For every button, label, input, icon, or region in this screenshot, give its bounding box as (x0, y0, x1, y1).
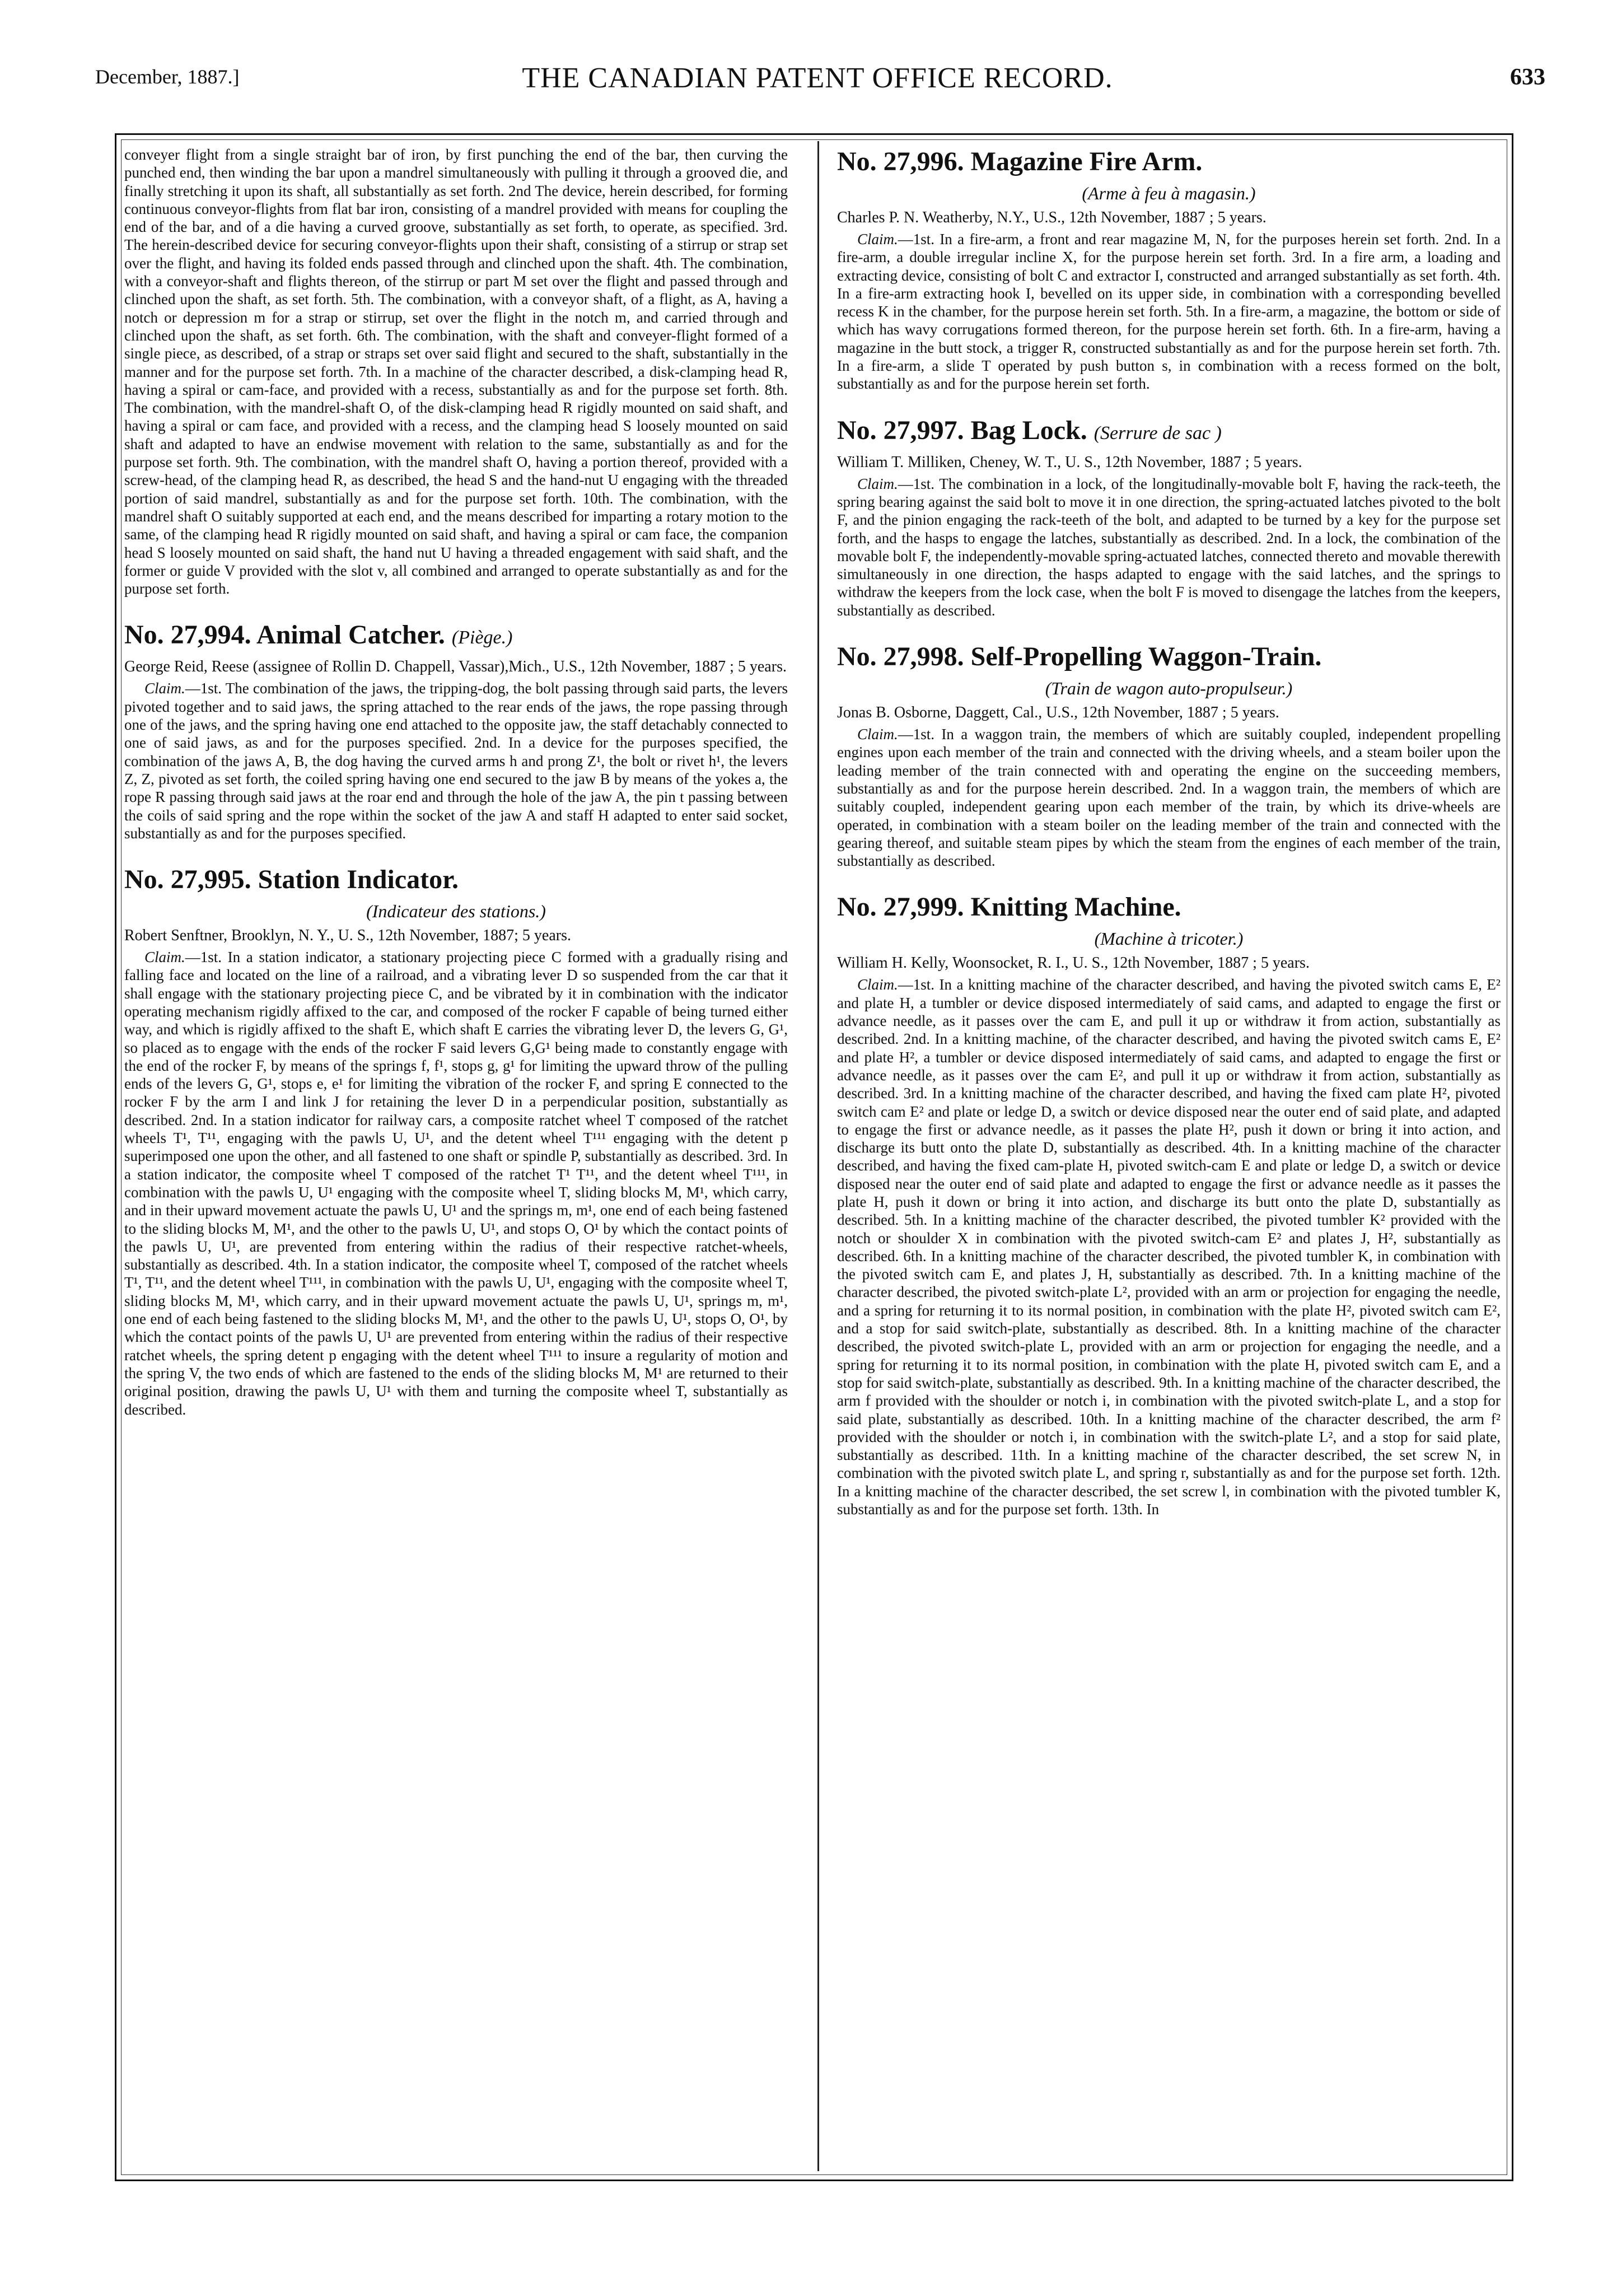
claim-text: —1st. In a knitting machine of the character described, and having the pivoted switch cams E, E² and plate H, a tumbler or device disposed intermediately of said cams, and adapted to engage the first or advance needle, as it passes over the cam E, and pull it up or withdraw it from action, substantially as described. 2nd. In a knitting machine, of the character described, and having the pivoted switch cams E, E² and plate H², a tumbler or device disposed intermediately of said cams, and adapted to engage the first or advance needle, as it passes over the cam E², and pull it up or withdraw it from action, substantially as described. 3rd. In a knitting machine of the character described, and having the fixed cam plate H², pivoted switch cam E² and plate or ledge D, a switch or device disposed near the outer end of said plate, and adapted to engage the first or advance needle, as it passes the plate H², push it down or bring it into action, and discharge its butt onto the plate D, substantially as described. 4th. In a knitting machine of the character described, and having the fixed cam-plate H, pivoted switch-cam E and plate or ledge D, a switch or device disposed near the outer end of said plate and adapted to engage the first or advance needle as it passes the plate H, push it down or bring it into action, and discharge its butt onto the plate D, substantially as described. 5th. In a knitting machine of the character described, the pivoted tumbler K² provided with the notch or shoulder X in combination with the pivoted switch-cam E² and plates J, H², substantially as described. 6th. In a knitting machine of the character described, the pivoted tumbler K, in combination with the pivoted switch cam E, and plates J, H, substantially as described. 7th. In a knitting machine of the character described, the pivoted switch-plate L², provided with an arm or projection for engaging the needle, and a spring for returning it to its normal position, in combination with the plate H², pivoted switch cam E², and a stop for said switch-plate, substantially as described. 8th. In a knitting machine of the character described, the pivoted switch-plate L, provided with an arm or projection for engaging the needle, and a spring for returning it to its normal position, in combination with the plate H, pivoted switch cam E, and a stop for said switch-plate, substantially as described. 9th. In a knitting machine of the character described, the arm f provided with the shoulder or notch i, in combination with the pivoted switch-plate L, and a stop for said plate, substantially as described. 10th. In a knitting machine of the character described, the arm f² provided with the shoulder or notch i, in combination with the switch-plate L², and a stop for said plate, substantially as described. 11th. In a knitting machine of the character described, the set screw N, in combination with the pivoted switch plate L, and spring r, substantially as and for the purpose set forth. 12th. In a knitting machine of the character described, the set screw l, in combination with the pivoted tumbler K, substantially as and for the purpose set forth. 13th. In (837, 976, 1501, 1518)
entry-title (837, 414, 1501, 450)
patent-french-name: (Machine à tricoter.) (1094, 928, 1244, 949)
entry-title (837, 146, 1501, 178)
patent-claim (837, 475, 1501, 619)
patent-inventor: William T. Milliken, Cheney, W. T., U. S., 12th November, 1887 ; 5 years. (837, 453, 1302, 471)
patent-number: No. 27,998. (837, 642, 964, 672)
claim-text: —1st. The combination of the jaws, the tripping-dog, the bolt passing through said parts, the levers pivoted together and to said jaws, the spring attached to the rear ends of the jaws, the rope passing through one of the jaws, and the spring having one end attached to the opposite jaw, the staff detachably connected to one of said jaws, as and for the purposes specified. 2nd. In a device for the purposes specified, the combination of the jaws A, B, the dog having the curved arms h and prong Z¹, the bolt or rivet h¹, the levers Z, Z, pivoted as set forth, the coiled spring having one end secured to the jaw B by means of the yokes a, the rope R passing through said jaws at the roar end and through the hole of the jaw A, the pin t passing between the coils of said spring and the rope within the socket of the jaw A and staff H adapted to enter said socket, substantially as and for the purposes specified. (124, 680, 788, 842)
patent-name: Self-Propelling Waggon-Train. (970, 642, 1322, 672)
right-column (837, 146, 1501, 2170)
patent-inventor: Charles P. N. Weatherby, N.Y., U.S., 12th November, 1887 ; 5 years. (837, 209, 1267, 226)
patent-claim (124, 948, 788, 1418)
claim-label: Claim. (857, 976, 898, 993)
patent-entry-27999 (837, 891, 1501, 1518)
header-date: December, 1887.] (95, 66, 240, 88)
patent-entry-27997 (837, 414, 1501, 619)
continued-claim-text: conveyer flight from a single straight bar of iron, by first punching the end of the bar, then curving the punched end, then winding the bar upon a mandrel simultaneously with pulling it through a grooved die, and finally stretching it upon its shaft, all substantially as set forth. 2nd The device, herein described, for forming continuous conveyor-flights from flat bar iron, consisting of a mandrel provided with means for coupling the end of the bar, and of a die having a curved groove, substantially as set forth, to operate, as specified. 3rd. The herein-described device for securing conveyor-flights upon their shaft, consisting of a stirrup or strap set over the flight, and having its folded ends passed through and clinched upon the shaft. 4th. The combination, with a conveyor-shaft and flights thereon, of the stirrup or part M set over the flight and passed through and clinched upon the shaft, as set forth. 5th. The combination, with a conveyor shaft, of a flight, as A, having a notch or depression m for a strap or stirrup, set over the flight in the notch m, and carried through and clinched upon the shaft, as set forth. 6th. The combination, with the shaft and conveyer-flight formed of a single piece, as described, of a strap or straps set over said flight and secured to the shaft, substantially in the manner and for the purpose set forth. 7th. In a machine of the character described, a disk-clamping head R, having a spiral or cam-face, and provided with a recess, substantially as and for the purpose set forth. 8th. The combination, with the mandrel-shaft O, of the disk-clamping head R rigidly mounted on said shaft, and having a spiral or cam face, and provided with a recess, and the clamping head S loosely mounted on said shaft and adapted to have an endwise movement with relation to the same, substantially as and for the purpose set forth. 9th. The combination, with the mandrel shaft O, having a portion thereof, provided with a screw-head, of the clamping head R, as described, the head S and the hand-nut U engaging with the threaded portion of said mandrel, substantially as and for the purpose set forth. 10th. The combination, with the mandrel shaft O suitably supported at each end, and the means described for imparting a rotary motion to the same, of the clamping head R rigidly mounted on said shaft, and having a spiral or cam face, the companion head S loosely mounted on said shaft, the hand nut U having a threaded engagement with said shaft, and the former or guide V provided with the slot v, all combined and arranged to operate substantially as and for the purpose set forth. (124, 146, 788, 598)
patent-number: No. 27,996. (837, 147, 964, 176)
patent-french-name: (Arme à feu à magasin.) (1082, 183, 1256, 203)
entry-title (124, 619, 788, 654)
claim-text: —1st. In a waggon train, the members of which are suitably coupled, independent propelling engines upon each member of the train and connected with the driving wheels, and a steam boiler upon the leading member of the train connected with and operating the engine on the succeeding members, substantially as and for the purpose herein described. 2nd. In a waggon train, the members of which are suitably coupled, independent gearing upon each member of the train, by which its drive-wheels are operated, in combination with a steam boiler on the leading member of the train and connected with the gearing thereof, and suitable steam pipes by which the steam from the engines of each member of the train, substantially as described. (837, 726, 1501, 870)
patent-french-name: (Serrure de sac ) (1093, 422, 1222, 444)
claim-label: Claim. (857, 726, 898, 743)
entry-title (124, 864, 788, 896)
patent-number: No. 27,994. (124, 620, 251, 650)
patent-inventor: Robert Senftner, Brooklyn, N. Y., U. S., 12th November, 1887; 5 years. (124, 927, 571, 945)
claim-text: —1st. In a station indicator, a stationary projecting piece C formed with a gradually rising and falling face and located on the line of a railroad, and a vibrating lever D so suspended from the car that it shall engage with the stationary projecting piece C, and be vibrated by it in combination with the indicator operating mechanism rigidly affixed to the car, and composed of the rocker F capable of being turned either way, and which is rigidly affixed to the shaft E, which shaft E carries the vibrating lever D, the levers G, G¹, so placed as to engage with the ends of the rocker F said levers G,G¹ being made to constantly engage with the end of the rocker F, by means of the springs f, f¹, stops g, g¹ for limiting the upward throw of the pulling ends of the levers G, G¹, stops e, e¹ for limiting the vibration of the rocker F, and spring E connected to the rocker F by the arm I and link J for retaining the lever D in a perpendicular position, substantially as described. 2nd. In a station indicator for railway cars, a composite ratchet wheel T composed of the ratchet wheels T¹, T¹¹, engaging with the pawls U, U¹, and the detent wheel T¹¹¹ engaging with the detent p superimposed one upon the other, and all fastened to one shaft or spindle P, substantially as described. 3rd. In a station indicator, the composite wheel T composed of the ratchet T¹ T¹¹, and the detent wheel T¹¹¹, in combination with the pawls U, U¹ engaging with the composite wheel T, sliding blocks M, M¹, which carry, and in their upward movement actuate the pawls U, U¹ and the springs m, m¹, one end of each being fastened to the sliding blocks M, M¹, and the other to the pawls U, U¹, and stops O, O¹ by which the contact points of the pawls U, U¹, are prevented from entering within the radius of their respective ratchet-wheels, substantially as described. 4th. In a station indicator, the composite wheel T, composed of the ratchet wheels T¹, T¹¹, and the detent wheel T¹¹¹, in combination with the pawls U, U¹, engaging with the composite wheel T, sliding blocks M, M¹, which carry, and in their upward movement actuate the pawls U, U¹, springs m, m¹, one end of each being fastened to the sliding blocks M, M¹, and the other to the pawls U, U¹, stops O, O¹, by which the contact points of the pawls U, U¹ are prevented from entering within the radius of their respective ratchet wheels, the spring detent p engaging with the detent wheel T¹¹¹ to insure a regularity of motion and the spring V, the two ends of which are fastened to the ends of the sliding blocks M, M¹ are returned to their original position, drawing the pawls U, U¹ with them and turning the composite wheel T, substantially as described. (124, 949, 788, 1418)
patent-name: Bag Lock. (970, 415, 1087, 445)
claim-label: Claim. (857, 475, 898, 492)
patent-entry-27996 (837, 146, 1501, 393)
claim-text: —1st. In a fire-arm, a front and rear magazine M, N, for the purposes herein set forth. 2nd. In a fire-arm, a double irregular incline X, for the purpose herein set forth. 3rd. In a fire arm, a loading and extracting device, consisting of bolt C and extractor I, constructed and arranged substantially as set forth. 4th. In a fire-arm extracting hook I, bevelled on its upper side, in combination with a corresponding bevelled recess K in the chamber, for the purpose herein set forth. 5th. In a fire-arm, a magazine, the bottom or side of which has wavy corrugations formed thereon, for the purpose herein set forth. 6th. In a fire-arm, having a magazine in the butt stock, a trigger R, constructed substantially as and for the purpose herein set forth. 7th. In a fire-arm, a slide T operated by push button s, in combination with a recess formed on the bolt, substantially as and for the purpose herein set forth. (837, 231, 1501, 393)
patent-entry-27998 (837, 641, 1501, 870)
patent-number: No. 27,997. (837, 415, 964, 445)
patent-name: Magazine Fire Arm. (970, 147, 1203, 176)
header-page-number: 633 (1510, 64, 1545, 90)
patent-inventor: Jonas B. Osborne, Daggett, Cal., U.S., 12th November, 1887 ; 5 years. (837, 704, 1279, 722)
patent-french-name: (Piège.) (451, 627, 513, 648)
patent-claim (124, 679, 788, 842)
entry-title (837, 641, 1501, 673)
patent-number: No. 27,995. (124, 865, 251, 895)
claim-text: —1st. The combination in a lock, of the longitudinally-movable bolt F, having the rack-teeth, the spring bearing against the said bolt to move it in one direction, the spring-actuated latches pivoted to the bolt F, and the pinion engaging the rack-teeth of the bolt, and adapted to be turned by a key for the purpose set forth, and the hasps to engage the latches, substantially as described. 2nd. In a lock, the combination of the movable bolt F, the independently-movable spring-actuated latches, connected thereto and movable therewith simultaneously in one direction, the hasps adapted to engage with the said latches, and the springs to withdraw the keepers from the lock case, when the bolt F is moved to disengage the latches from the keepers, substantially as described. (837, 475, 1501, 619)
patent-entry-27995 (124, 864, 788, 1418)
patent-number: No. 27,999. (837, 892, 964, 922)
patent-name: Animal Catcher. (256, 620, 445, 650)
left-column (124, 146, 788, 2170)
claim-label: Claim. (857, 231, 898, 248)
page-header (84, 62, 1551, 101)
patent-claim (837, 725, 1501, 870)
patent-inventor: George Reid, Reese (assignee of Rollin D. Chappell, Vassar),Mich., U.S., 12th November, 1887 ; 5 years. (124, 658, 787, 676)
claim-label: Claim. (144, 680, 185, 697)
patent-claim (837, 230, 1501, 393)
entry-title (837, 891, 1501, 923)
patent-name: Station Indicator. (258, 865, 459, 895)
patent-name: Knitting Machine. (970, 892, 1181, 922)
column-divider (817, 141, 819, 2171)
patent-french-name: (Indicateur des stations.) (366, 901, 546, 922)
patent-french-name: (Train de wagon auto-propulseur.) (1045, 678, 1293, 699)
header-title: THE CANADIAN PATENT OFFICE RECORD. (522, 62, 1113, 94)
patent-claim (837, 976, 1501, 1518)
claim-label: Claim. (144, 949, 185, 966)
patent-entry-27994 (124, 619, 788, 842)
patent-inventor: William H. Kelly, Woonsocket, R. I., U. S., 12th November, 1887 ; 5 years. (837, 954, 1310, 972)
